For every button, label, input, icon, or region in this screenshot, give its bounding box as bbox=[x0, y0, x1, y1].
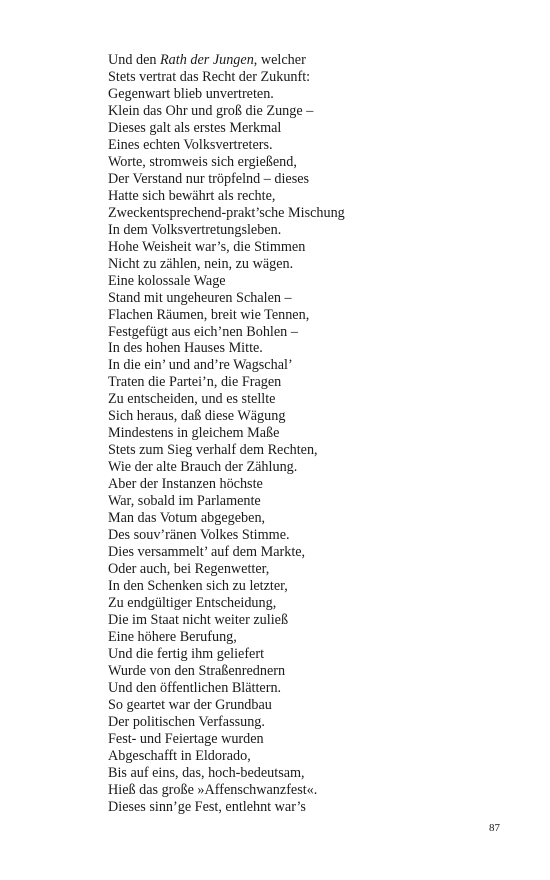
poem-line: Fest- und Feiertage wurden bbox=[108, 730, 264, 747]
poem-line: Hohe Weisheit war’s, die Stimmen bbox=[108, 238, 306, 255]
poem-line: Stets zum Sieg verhalf dem Rechten, bbox=[108, 442, 318, 459]
poem-line: Und den öffentlichen Blättern. bbox=[108, 679, 282, 696]
poem-line: Wie der alte Brauch der Zählung. bbox=[108, 459, 298, 476]
poem-line: Stand mit ungeheuren Schalen – bbox=[108, 289, 292, 306]
poem-line: Abgeschafft in Eldorado, bbox=[108, 747, 251, 764]
poem-line-text: Und den bbox=[108, 52, 161, 68]
poem-line: Eines echten Volksvertreters. bbox=[108, 136, 273, 153]
poem-line: Hieß das große »Affenschwanzfest«. bbox=[108, 781, 318, 798]
poem-line: In dem Volksvertretungsleben. bbox=[108, 221, 282, 238]
poem-line: In den Schenken sich zu letzter, bbox=[108, 578, 288, 595]
poem-line: Der Verstand nur tröpfelnd – dieses bbox=[108, 170, 310, 187]
poem-line: Klein das Ohr und groß die Zunge – bbox=[108, 102, 314, 119]
poem-line: Man das Votum abgegeben, bbox=[108, 510, 266, 527]
poem-text bbox=[108, 52, 508, 816]
poem-line: Stets vertrat das Recht der Zukunft: bbox=[108, 68, 311, 85]
poem-line: Traten die Partei’n, die Fragen bbox=[108, 374, 282, 391]
poem-line: Und die fertig ihm geliefert bbox=[108, 645, 265, 662]
poem-line: Sich heraus, daß diese Wägung bbox=[108, 408, 286, 425]
poem-line: Aber der Instanzen höchste bbox=[108, 476, 263, 493]
poem-line: Eine kolossale Wage bbox=[108, 272, 226, 289]
poem-line bbox=[108, 52, 508, 69]
poem-line: Zu endgültiger Entscheidung, bbox=[108, 595, 277, 611]
poem-line: Dieses sinn’ge Fest, entlehnt war’s bbox=[108, 798, 306, 815]
poem-line: Bis auf eins, das, hoch-bedeutsam, bbox=[108, 764, 305, 781]
poem-line: War, sobald im Parlamente bbox=[108, 493, 261, 510]
poem-line: Zweckentsprechend-prakt’sche Mischung bbox=[108, 204, 345, 221]
poem-line: Nicht zu zählen, nein, zu wägen. bbox=[108, 255, 294, 272]
poem-line: Die im Staat nicht weiter zuließ bbox=[108, 611, 289, 628]
poem-line: Worte, stromweis sich ergießend, bbox=[108, 153, 297, 170]
poem-line: Wurde von den Straßenrednern bbox=[108, 662, 286, 679]
poem-line: Flachen Räumen, breit wie Tennen, bbox=[108, 306, 310, 323]
poem-line-italic-text: Rath der Jungen bbox=[160, 52, 254, 68]
poem-line: So geartet war der Grundbau bbox=[108, 696, 272, 713]
poem-line: Dieses galt als erstes Merkmal bbox=[108, 119, 282, 136]
poem-line: Festgefügt aus eich’nen Bohlen – bbox=[108, 323, 298, 340]
poem-line: Der politischen Verfassung. bbox=[108, 713, 265, 730]
page-number: 87 bbox=[489, 822, 500, 834]
poem-line-text: , welcher bbox=[253, 52, 306, 68]
poem-line: Des souv’ränen Volkes Stimme. bbox=[108, 527, 290, 544]
poem-line: In des hohen Hauses Mitte. bbox=[108, 340, 263, 357]
poem-line: Mindestens in gleichem Maße bbox=[108, 425, 280, 442]
poem-line: In die ein’ und and’re Wagschal’ bbox=[108, 357, 293, 374]
poem-line: Hatte sich bewährt als rechte, bbox=[108, 187, 276, 204]
poem-line: Zu entscheiden, und es stellte bbox=[108, 391, 276, 408]
poem-line: Gegenwart blieb unvertreten. bbox=[108, 85, 274, 102]
poem-line: Dies versammelt’ auf dem Markte, bbox=[108, 544, 306, 561]
poem-line: Oder auch, bei Regenwetter, bbox=[108, 561, 270, 578]
poem-line: Eine höhere Berufung, bbox=[108, 628, 237, 645]
